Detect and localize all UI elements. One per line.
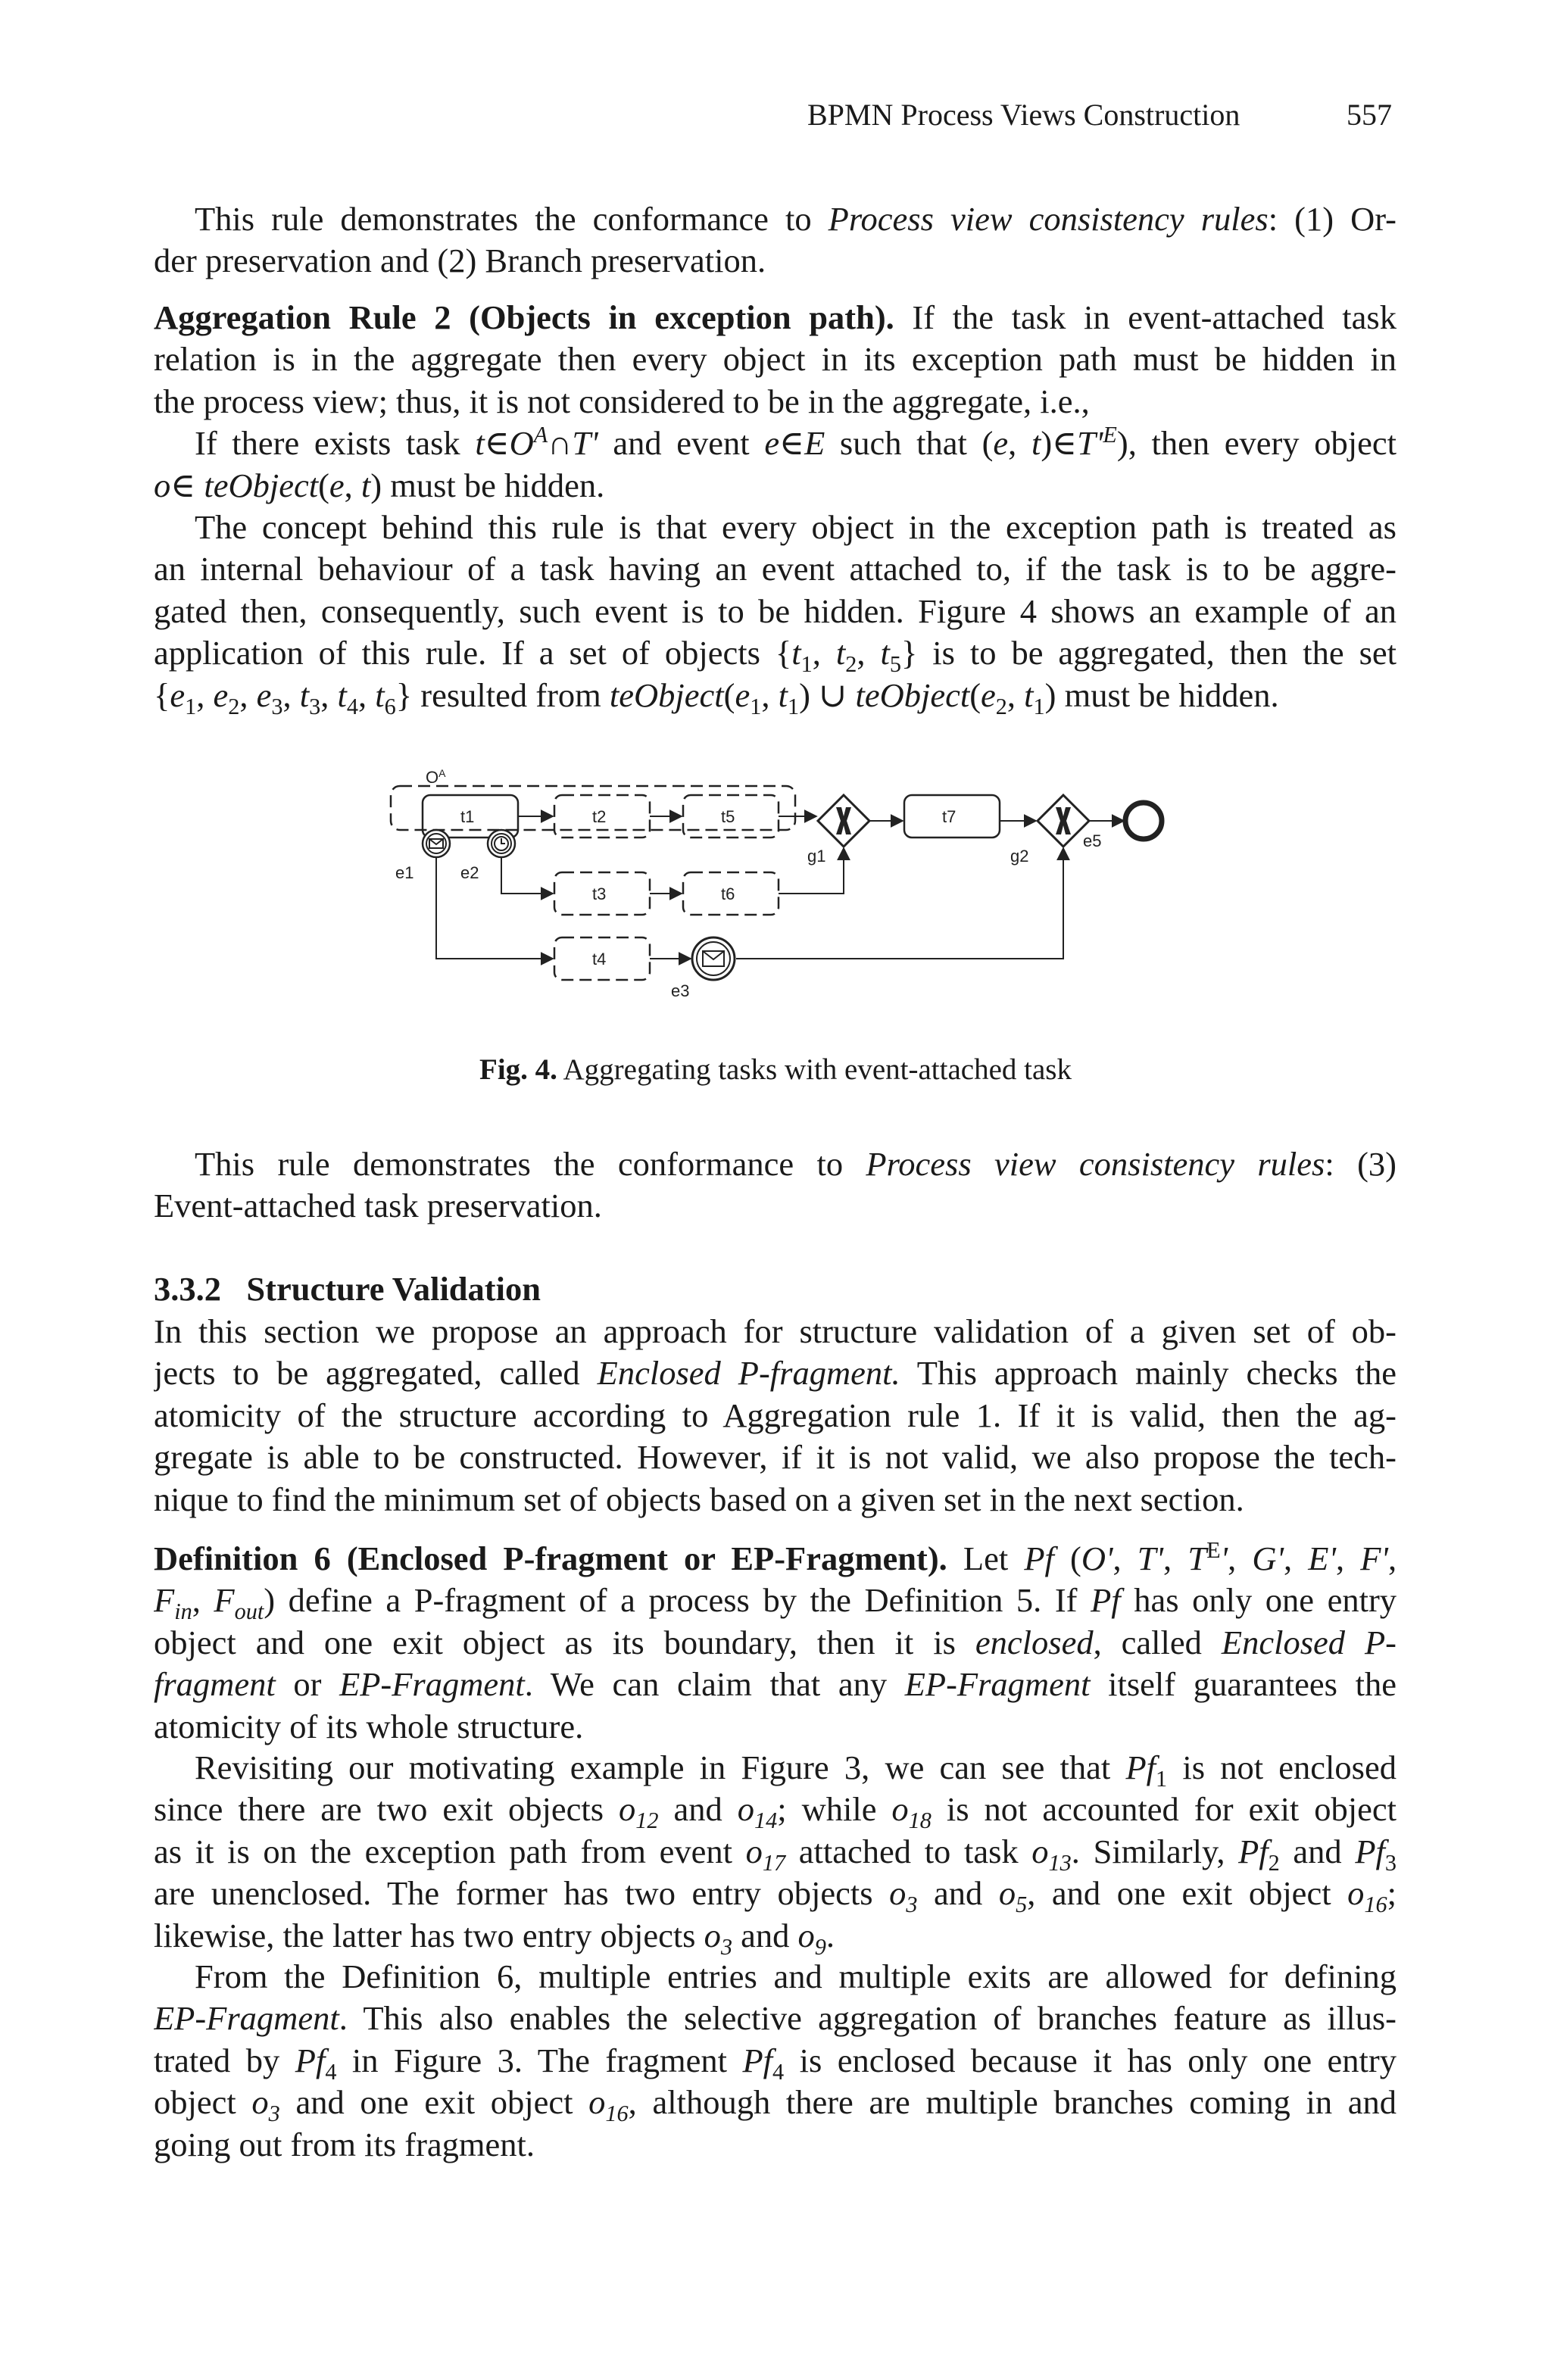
label-t4: t4: [592, 950, 607, 969]
figure-caption: Fig. 4. Aggregating tasks with event-attached task: [479, 1053, 1072, 1086]
rule-condition: If there exists task $t\in O^A\cap T'$ and event e∈E such that (e, $t)\in T'^E$), then every object: [195, 423, 1397, 463]
gateway-g2-x-icon: [1056, 807, 1071, 834]
label-t2: t2: [592, 807, 607, 826]
aggregation-rule-2: Aggregation Rule 2 (Objects in exception path). If the task in event-attached task relation is in the aggregate then every object in its exception path must be hidden in the process view; thus, it is not considered to be in the aggregate, i.e., If there exists task $t\in O^A\cap T'$ and event e∈E such that (e, $t)\in T'^E$), then every object o∈ teObject(e, t) must be hidden. The concept behind this rule is that every object in the exception path is treated as an internal behaviour of a task having an event attached to, if the task is to be aggre- gated then, consequently, such event is to be hidden. Figure 4 shows an example of an application of this rule. If a set of objects {$t_1$, $t_2$, $t_5$} is to be aggregated, then the set {$e_1$, $e_2$, $e_3$, $t_3$, $t_4$, $t_6$} resulted from $teObject(e_1$, $t_1$) ∪ $teObject(e_2$, $t_1$) must be hidden.: [154, 298, 1397, 719]
label-e2: e2: [460, 863, 479, 882]
label-e3: e3: [671, 981, 690, 1000]
label-oa: $O^A$: [426, 767, 446, 787]
paragraph-conformance-1: This rule demonstrates the conformance to Process view consistency rules: (1) Or- der preservation and (2) Branch preservation.: [154, 200, 1397, 280]
label-t5: t5: [721, 807, 735, 826]
event-e5: [1125, 803, 1162, 839]
running-title: BPMN Process Views Construction: [807, 98, 1240, 132]
label-t3: t3: [592, 884, 607, 903]
paragraph-from-definition: From the Definition 6, multiple entries and multiple exits are allowed for defining EP-Fragment. This also enables the selective aggregation of branches feature as illus- trated by $Pf_4$ in Figure 3. The fragment $Pf_4$ is enclosed because it has only one entry object $o_3$ and one exit object $o_{16}$, although there are multiple branches coming in and going out from its fragment.: [154, 1957, 1397, 2163]
label-e5: e5: [1083, 831, 1102, 850]
paragraph-revisiting: Revisiting our motivating example in Figure 3, we can see that $Pf_1$ is not enclosed since there are two exit objects $o_{12}$ and $o_{14}$; while $o_{18}$ is not accounted for exit object as it is on the exception path from event $o_{17}$ attached to task $o_{13}$. Similarly, $Pf_2$ and $Pf_3$ are unenclosed. The former has two entry objects $o_3$ and $o_5$, and one exit object $o_{16}$; likewise, the latter has two entry objects $o_3$ and $o_9$.: [154, 1748, 1397, 1960]
rule-title: Aggregation Rule 2 (Objects in exception path).: [154, 298, 894, 336]
section-heading: 3.3.2 Structure Validation: [154, 1270, 541, 1308]
label-e1: e1: [395, 863, 414, 882]
label-t1: t1: [460, 807, 475, 826]
gateway-g1-x-icon: [836, 807, 851, 834]
paragraph-conformance-2: This rule demonstrates the conformance to Process view consistency rules: (3) Event-attached task preservation.: [154, 1145, 1397, 1225]
definition-6: Definition 6 (Enclosed P-fragment or EP-Fragment). Let Pf (O', T', $T^E'$, G', E', F', $F_{in}$, $F_{out}$) define a P-fragment of a process by the Definition 5. If Pf has only one entry object and one exit object as its boundary, then it is enclosed, called Enclosed P- fragment or EP-Fragment. We can claim that any EP-Fragment itself guarantees the atomicity of its whole structure.: [154, 1538, 1397, 1745]
label-t7: t7: [942, 807, 957, 826]
section-paragraph: In this section we propose an approach for structure validation of a given set of ob- jects to be aggregated, called Enclosed P-fragment. This approach mainly checks the atomicity of the structure according to Aggregation rule 1. If it is valid, then the ag- gregate is able to be constructed. However, if it is not valid, we also propose the tech- nique to find the minimum set of objects based on a given set in the next section.: [154, 1312, 1397, 1518]
label-g2: g2: [1010, 847, 1029, 866]
definition-title: Definition 6 (Enclosed P-fragment or EP-Fragment).: [154, 1539, 947, 1577]
page-number: 557: [1347, 98, 1392, 132]
figure-4-bpmn-diagram: [379, 765, 1197, 1015]
label-g1: g1: [807, 847, 826, 866]
label-t6: t6: [721, 884, 735, 903]
